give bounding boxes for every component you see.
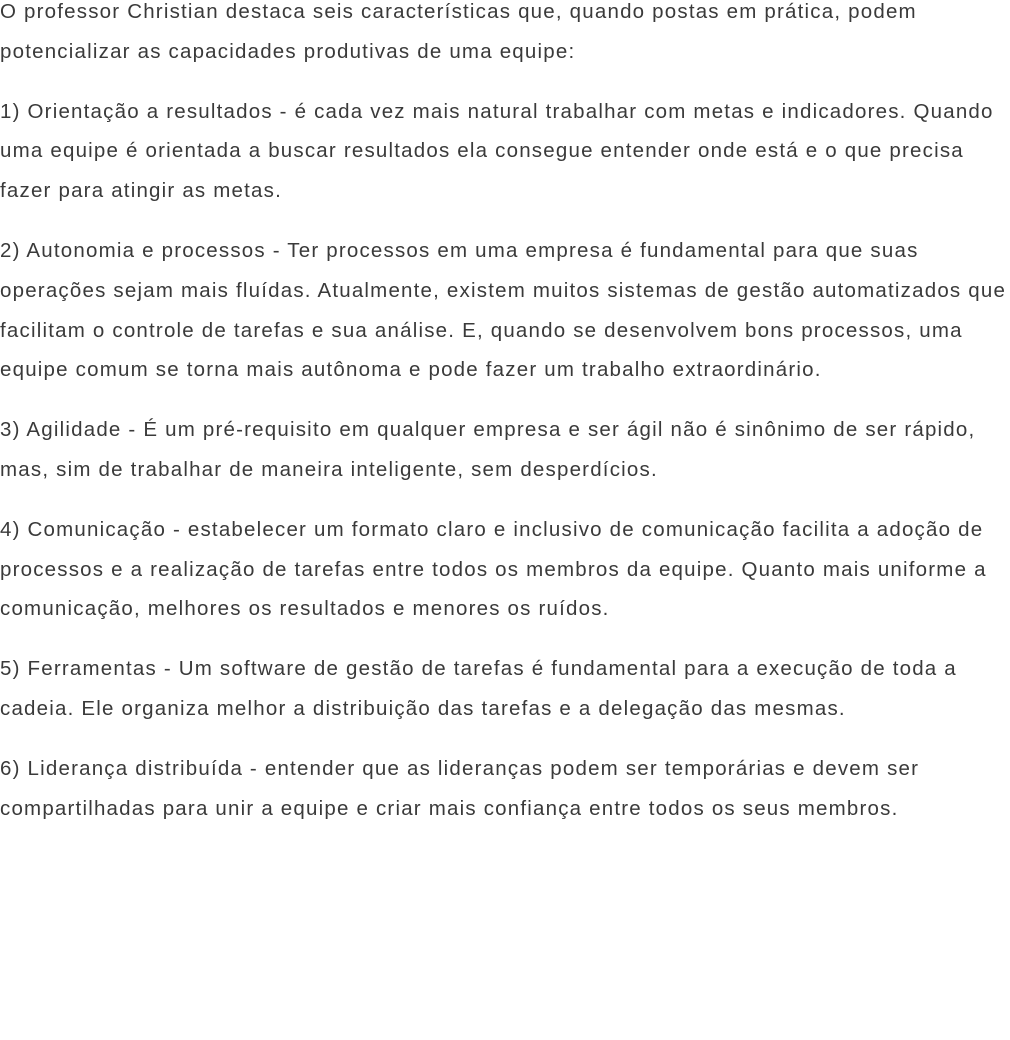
item-autonomia-processos: 2) Autonomia e processos - Ter processos em uma empresa é fundamental para que suas operações sejam mais fluídas. Atualmente, existem muitos sistemas de gestão automatizados que facilitam o controle de tarefas e sua análise. E, quando se desenvolvem bons processos, uma equipe comum se torna mais autônoma e pode fazer um trabalho extraordinário. (0, 238, 1007, 382)
item-orientacao-resultados: 1) Orientação a resultados - é cada vez mais natural trabalhar com metas e indicadores. Quando uma equipe é orientada a buscar resultados ela consegue entender onde está e o que precisa fazer para atingir as metas. (0, 99, 994, 203)
item-agilidade: 3) Agilidade - É um pré-requisito em qualquer empresa e ser ágil não é sinônimo de ser rápido, mas, sim de trabalhar de maneira inteligente, sem desperdícios. (0, 418, 976, 481)
intro-paragraph: O professor Christian destaca seis características que, quando postas em prática, podem potencializar as capacidades produtivas de uma equipe: (0, 0, 917, 63)
item-lideranca-distribuida: 6) Liderança distribuída - entender que as lideranças podem ser temporárias e devem ser compartilhadas para unir a equipe e criar mais confiança entre todos os seus membros. (0, 756, 920, 820)
item-comunicacao: 4) Comunicação - estabelecer um formato claro e inclusivo de comunicação facilita a adoção de processos e a realização de tarefas entre todos os membros da equipe. Quanto mais uniforme a comunicação, melhores os resultados e menores os ruídos. (0, 517, 987, 621)
item-ferramentas: 5) Ferramentas - Um software de gestão de tarefas é fundamental para a execução de toda a cadeia. Ele organiza melhor a distribuição das tarefas e a delegação das mesmas. (0, 657, 957, 720)
